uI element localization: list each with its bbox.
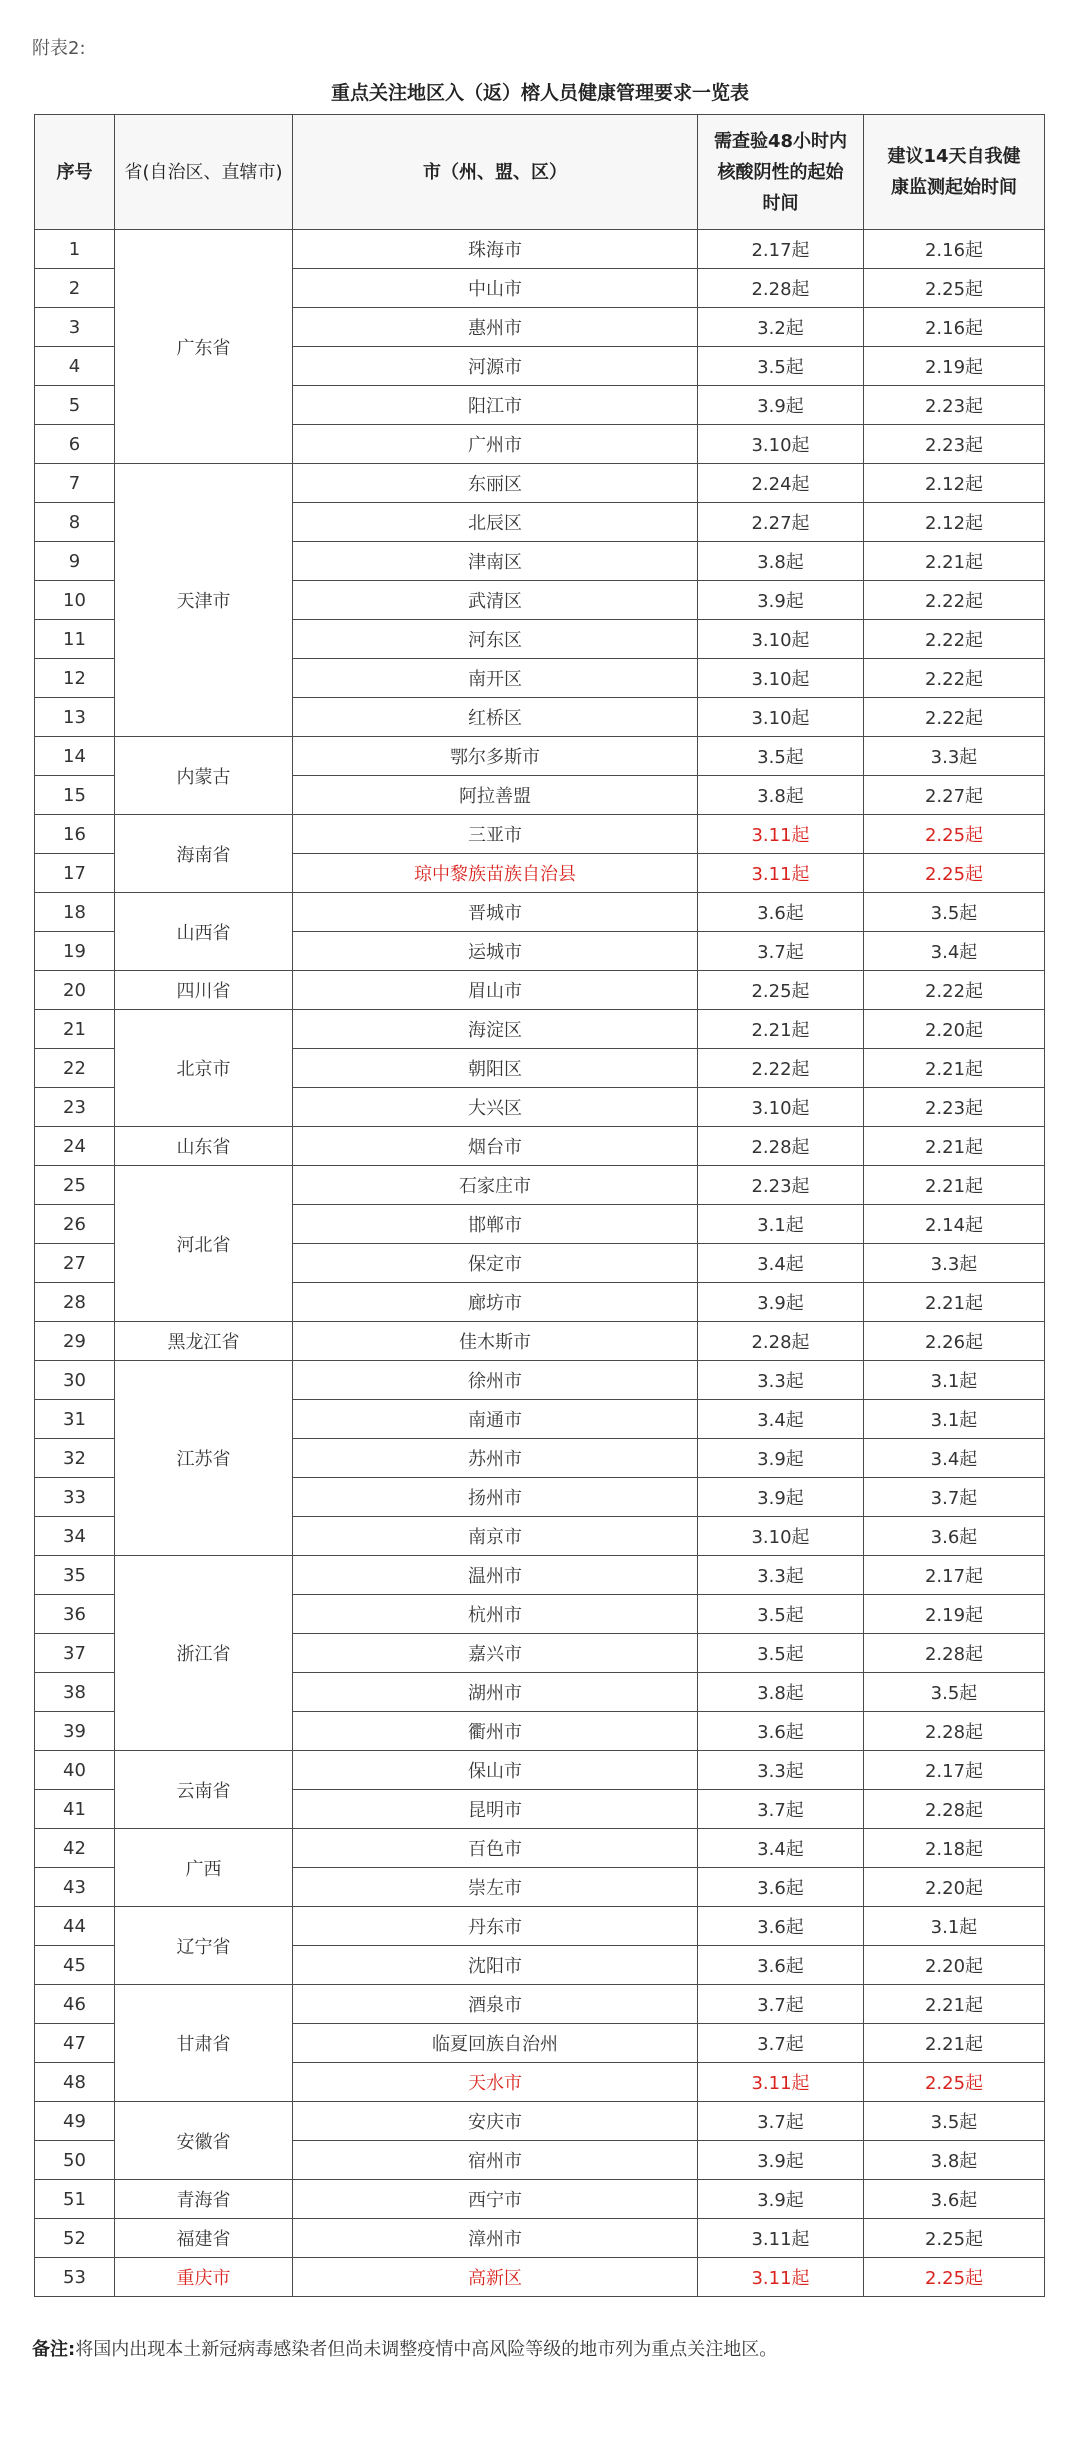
test-start-cell: 2.28起 xyxy=(698,1127,864,1166)
monitor-start-cell: 2.21起 xyxy=(864,1049,1045,1088)
footnote-text: 将国内出现本土新冠病毒感染者但尚未调整疫情中高风险等级的地市列为重点关注地区。 xyxy=(75,2339,778,2360)
monitor-start-cell: 2.22起 xyxy=(864,971,1045,1010)
test-start-cell: 2.27起 xyxy=(698,503,864,542)
row-number: 30 xyxy=(35,1361,115,1400)
test-start-cell: 3.8起 xyxy=(698,542,864,581)
city-cell: 东丽区 xyxy=(293,464,698,503)
test-start-cell: 3.4起 xyxy=(698,1244,864,1283)
row-number: 5 xyxy=(35,386,115,425)
table-row xyxy=(35,737,1045,776)
city-cell: 百色市 xyxy=(293,1829,698,1868)
test-start-cell: 3.6起 xyxy=(698,1868,864,1907)
city-cell: 广州市 xyxy=(293,425,698,464)
table-header-row xyxy=(35,115,1045,230)
monitor-start-cell: 2.25起 xyxy=(864,2258,1045,2297)
province-cell: 辽宁省 xyxy=(115,1907,293,1985)
city-cell: 保定市 xyxy=(293,1244,698,1283)
monitor-start-cell: 2.25起 xyxy=(864,269,1045,308)
city-cell: 沈阳市 xyxy=(293,1946,698,1985)
row-number: 3 xyxy=(35,308,115,347)
city-cell: 海淀区 xyxy=(293,1010,698,1049)
province-cell: 内蒙古 xyxy=(115,737,293,815)
appendix-caption: 附表2: xyxy=(32,38,86,59)
row-number: 1 xyxy=(35,230,115,269)
province-cell: 山东省 xyxy=(115,1127,293,1166)
monitor-start-cell: 2.25起 xyxy=(864,2063,1045,2102)
test-start-cell: 3.4起 xyxy=(698,1829,864,1868)
province-cell: 江苏省 xyxy=(115,1361,293,1556)
test-start-cell: 3.11起 xyxy=(698,2063,864,2102)
city-cell: 中山市 xyxy=(293,269,698,308)
table-row xyxy=(35,1361,1045,1400)
test-start-cell: 3.10起 xyxy=(698,1088,864,1127)
test-start-cell: 3.7起 xyxy=(698,932,864,971)
row-number: 27 xyxy=(35,1244,115,1283)
row-number: 10 xyxy=(35,581,115,620)
city-cell: 临夏回族自治州 xyxy=(293,2024,698,2063)
row-number: 21 xyxy=(35,1010,115,1049)
monitor-start-cell: 3.6起 xyxy=(864,1517,1045,1556)
test-start-cell: 3.11起 xyxy=(698,815,864,854)
province-cell: 北京市 xyxy=(115,1010,293,1127)
monitor-start-cell: 2.21起 xyxy=(864,1283,1045,1322)
test-start-cell: 3.7起 xyxy=(698,2102,864,2141)
table-row xyxy=(35,1985,1045,2024)
province-cell: 甘肃省 xyxy=(115,1985,293,2102)
city-cell: 昆明市 xyxy=(293,1790,698,1829)
monitor-start-cell: 2.19起 xyxy=(864,1595,1045,1634)
city-cell: 温州市 xyxy=(293,1556,698,1595)
row-number: 32 xyxy=(35,1439,115,1478)
province-cell: 广东省 xyxy=(115,230,293,464)
test-start-cell: 3.11起 xyxy=(698,854,864,893)
city-cell: 石家庄市 xyxy=(293,1166,698,1205)
table-title: 重点关注地区入（返）榕人员健康管理要求一览表 xyxy=(330,82,749,104)
header-province: 省(自治区、直辖市) xyxy=(115,115,293,230)
table-row xyxy=(35,2180,1045,2219)
city-cell: 河源市 xyxy=(293,347,698,386)
test-start-cell: 3.10起 xyxy=(698,425,864,464)
province-cell: 天津市 xyxy=(115,464,293,737)
monitor-start-cell: 2.14起 xyxy=(864,1205,1045,1244)
city-cell: 运城市 xyxy=(293,932,698,971)
header-monitor-start xyxy=(864,115,1045,230)
monitor-start-cell: 3.3起 xyxy=(864,737,1045,776)
row-number: 16 xyxy=(35,815,115,854)
city-cell: 武清区 xyxy=(293,581,698,620)
test-start-cell: 3.5起 xyxy=(698,737,864,776)
row-number: 14 xyxy=(35,737,115,776)
province-cell: 福建省 xyxy=(115,2219,293,2258)
table-row xyxy=(35,1322,1045,1361)
monitor-start-cell: 3.8起 xyxy=(864,2141,1045,2180)
row-number: 7 xyxy=(35,464,115,503)
province-cell: 海南省 xyxy=(115,815,293,893)
row-number: 44 xyxy=(35,1907,115,1946)
row-number: 26 xyxy=(35,1205,115,1244)
row-number: 49 xyxy=(35,2102,115,2141)
monitor-start-cell: 2.21起 xyxy=(864,1166,1045,1205)
test-start-cell: 3.8起 xyxy=(698,1673,864,1712)
city-cell: 杭州市 xyxy=(293,1595,698,1634)
test-start-cell: 3.1起 xyxy=(698,1205,864,1244)
test-start-cell: 3.5起 xyxy=(698,1634,864,1673)
city-cell: 崇左市 xyxy=(293,1868,698,1907)
row-number: 25 xyxy=(35,1166,115,1205)
monitor-start-cell: 2.23起 xyxy=(864,1088,1045,1127)
monitor-start-cell: 2.16起 xyxy=(864,230,1045,269)
test-start-cell: 2.24起 xyxy=(698,464,864,503)
province-cell: 山西省 xyxy=(115,893,293,971)
test-start-cell: 3.10起 xyxy=(698,1517,864,1556)
monitor-start-cell: 3.7起 xyxy=(864,1478,1045,1517)
table-row xyxy=(35,1829,1045,1868)
table-row xyxy=(35,1127,1045,1166)
city-cell: 廊坊市 xyxy=(293,1283,698,1322)
table-row xyxy=(35,1751,1045,1790)
row-number: 51 xyxy=(35,2180,115,2219)
header-test-line-3: 时间 xyxy=(762,192,799,214)
test-start-cell: 2.17起 xyxy=(698,230,864,269)
province-cell: 重庆市 xyxy=(115,2258,293,2297)
city-cell: 安庆市 xyxy=(293,2102,698,2141)
row-number: 23 xyxy=(35,1088,115,1127)
row-number: 31 xyxy=(35,1400,115,1439)
monitor-start-cell: 2.25起 xyxy=(864,2219,1045,2258)
test-start-cell: 3.10起 xyxy=(698,620,864,659)
city-cell: 高新区 xyxy=(293,2258,698,2297)
monitor-start-cell: 3.5起 xyxy=(864,1673,1045,1712)
city-cell: 北辰区 xyxy=(293,503,698,542)
province-cell: 云南省 xyxy=(115,1751,293,1829)
monitor-start-cell: 2.19起 xyxy=(864,347,1045,386)
row-number: 22 xyxy=(35,1049,115,1088)
city-cell: 阳江市 xyxy=(293,386,698,425)
row-number: 20 xyxy=(35,971,115,1010)
row-number: 4 xyxy=(35,347,115,386)
monitor-start-cell: 2.28起 xyxy=(864,1712,1045,1751)
row-number: 29 xyxy=(35,1322,115,1361)
test-start-cell: 3.6起 xyxy=(698,1946,864,1985)
monitor-start-cell: 3.1起 xyxy=(864,1400,1045,1439)
test-start-cell: 3.10起 xyxy=(698,698,864,737)
monitor-start-cell: 3.3起 xyxy=(864,1244,1045,1283)
city-cell: 西宁市 xyxy=(293,2180,698,2219)
row-number: 37 xyxy=(35,1634,115,1673)
row-number: 47 xyxy=(35,2024,115,2063)
row-number: 2 xyxy=(35,269,115,308)
monitor-start-cell: 3.5起 xyxy=(864,2102,1045,2141)
row-number: 45 xyxy=(35,1946,115,1985)
province-cell: 浙江省 xyxy=(115,1556,293,1751)
table-row xyxy=(35,971,1045,1010)
monitor-start-cell: 2.23起 xyxy=(864,425,1045,464)
row-number: 11 xyxy=(35,620,115,659)
row-number: 41 xyxy=(35,1790,115,1829)
monitor-start-cell: 2.28起 xyxy=(864,1634,1045,1673)
city-cell: 眉山市 xyxy=(293,971,698,1010)
monitor-start-cell: 2.25起 xyxy=(864,854,1045,893)
province-cell: 安徽省 xyxy=(115,2102,293,2180)
test-start-cell: 2.25起 xyxy=(698,971,864,1010)
row-number: 53 xyxy=(35,2258,115,2297)
city-cell: 惠州市 xyxy=(293,308,698,347)
test-start-cell: 3.9起 xyxy=(698,581,864,620)
row-number: 19 xyxy=(35,932,115,971)
row-number: 15 xyxy=(35,776,115,815)
city-cell: 湖州市 xyxy=(293,1673,698,1712)
test-start-cell: 3.10起 xyxy=(698,659,864,698)
city-cell: 南开区 xyxy=(293,659,698,698)
table-row xyxy=(35,1907,1045,1946)
monitor-start-cell: 2.12起 xyxy=(864,464,1045,503)
city-cell: 漳州市 xyxy=(293,2219,698,2258)
table-row xyxy=(35,2219,1045,2258)
test-start-cell: 3.9起 xyxy=(698,2180,864,2219)
city-cell: 衢州市 xyxy=(293,1712,698,1751)
row-number: 33 xyxy=(35,1478,115,1517)
row-number: 13 xyxy=(35,698,115,737)
city-cell: 烟台市 xyxy=(293,1127,698,1166)
city-cell: 阿拉善盟 xyxy=(293,776,698,815)
key-regions-table xyxy=(34,114,1045,2297)
row-number: 48 xyxy=(35,2063,115,2102)
city-cell: 大兴区 xyxy=(293,1088,698,1127)
monitor-start-cell: 3.4起 xyxy=(864,932,1045,971)
header-monitor-line-2: 康监测起始时间 xyxy=(891,177,1017,198)
table-row xyxy=(35,230,1045,269)
monitor-start-cell: 2.26起 xyxy=(864,1322,1045,1361)
row-number: 28 xyxy=(35,1283,115,1322)
province-cell: 河北省 xyxy=(115,1166,293,1322)
test-start-cell: 3.9起 xyxy=(698,1439,864,1478)
monitor-start-cell: 3.4起 xyxy=(864,1439,1045,1478)
province-cell: 青海省 xyxy=(115,2180,293,2219)
test-start-cell: 3.3起 xyxy=(698,1751,864,1790)
test-start-cell: 3.8起 xyxy=(698,776,864,815)
test-start-cell: 3.9起 xyxy=(698,2141,864,2180)
monitor-start-cell: 2.23起 xyxy=(864,386,1045,425)
row-number: 35 xyxy=(35,1556,115,1595)
city-cell: 酒泉市 xyxy=(293,1985,698,2024)
row-number: 39 xyxy=(35,1712,115,1751)
header-test-line-1: 需查验48小时内 xyxy=(713,130,848,152)
header-monitor-line-1: 建议14天自我健 xyxy=(887,146,1021,167)
test-start-cell: 3.6起 xyxy=(698,1712,864,1751)
monitor-start-cell: 2.25起 xyxy=(864,815,1045,854)
test-start-cell: 2.21起 xyxy=(698,1010,864,1049)
test-start-cell: 3.7起 xyxy=(698,1985,864,2024)
row-number: 18 xyxy=(35,893,115,932)
monitor-start-cell: 2.21起 xyxy=(864,2024,1045,2063)
city-cell: 津南区 xyxy=(293,542,698,581)
monitor-start-cell: 3.6起 xyxy=(864,2180,1045,2219)
city-cell: 朝阳区 xyxy=(293,1049,698,1088)
row-number: 36 xyxy=(35,1595,115,1634)
monitor-start-cell: 2.22起 xyxy=(864,581,1045,620)
monitor-start-cell: 2.17起 xyxy=(864,1751,1045,1790)
monitor-start-cell: 2.17起 xyxy=(864,1556,1045,1595)
city-cell: 南京市 xyxy=(293,1517,698,1556)
city-cell: 邯郸市 xyxy=(293,1205,698,1244)
monitor-start-cell: 2.22起 xyxy=(864,659,1045,698)
city-cell: 天水市 xyxy=(293,2063,698,2102)
footnote xyxy=(32,2335,777,2361)
table-row xyxy=(35,2258,1045,2297)
monitor-start-cell: 2.22起 xyxy=(864,698,1045,737)
test-start-cell: 3.7起 xyxy=(698,2024,864,2063)
test-start-cell: 3.9起 xyxy=(698,1283,864,1322)
row-number: 9 xyxy=(35,542,115,581)
header-test-line-2: 核酸阴性的起始 xyxy=(717,161,844,183)
province-cell: 广西 xyxy=(115,1829,293,1907)
row-number: 42 xyxy=(35,1829,115,1868)
province-cell: 四川省 xyxy=(115,971,293,1010)
test-start-cell: 3.5起 xyxy=(698,347,864,386)
monitor-start-cell: 2.28起 xyxy=(864,1790,1045,1829)
header-no: 序号 xyxy=(35,115,115,230)
test-start-cell: 3.9起 xyxy=(698,386,864,425)
test-start-cell: 3.3起 xyxy=(698,1361,864,1400)
monitor-start-cell: 2.27起 xyxy=(864,776,1045,815)
city-cell: 红桥区 xyxy=(293,698,698,737)
city-cell: 鄂尔多斯市 xyxy=(293,737,698,776)
test-start-cell: 3.7起 xyxy=(698,1790,864,1829)
row-number: 40 xyxy=(35,1751,115,1790)
monitor-start-cell: 2.20起 xyxy=(864,1010,1045,1049)
table-row xyxy=(35,1010,1045,1049)
city-cell: 保山市 xyxy=(293,1751,698,1790)
monitor-start-cell: 3.5起 xyxy=(864,893,1045,932)
header-city: 市（州、盟、区） xyxy=(293,115,698,230)
table-row xyxy=(35,815,1045,854)
city-cell: 丹东市 xyxy=(293,1907,698,1946)
test-start-cell: 3.4起 xyxy=(698,1400,864,1439)
test-start-cell: 3.11起 xyxy=(698,2258,864,2297)
test-start-cell: 3.6起 xyxy=(698,1907,864,1946)
table-row xyxy=(35,2102,1045,2141)
monitor-start-cell: 2.21起 xyxy=(864,1985,1045,2024)
city-cell: 嘉兴市 xyxy=(293,1634,698,1673)
monitor-start-cell: 2.18起 xyxy=(864,1829,1045,1868)
city-cell: 河东区 xyxy=(293,620,698,659)
row-number: 46 xyxy=(35,1985,115,2024)
city-cell: 南通市 xyxy=(293,1400,698,1439)
city-cell: 苏州市 xyxy=(293,1439,698,1478)
city-cell: 宿州市 xyxy=(293,2141,698,2180)
city-cell: 晋城市 xyxy=(293,893,698,932)
city-cell: 佳木斯市 xyxy=(293,1322,698,1361)
test-start-cell: 2.28起 xyxy=(698,269,864,308)
monitor-start-cell: 2.12起 xyxy=(864,503,1045,542)
test-start-cell: 3.9起 xyxy=(698,1478,864,1517)
row-number: 38 xyxy=(35,1673,115,1712)
city-cell: 三亚市 xyxy=(293,815,698,854)
monitor-start-cell: 2.21起 xyxy=(864,542,1045,581)
city-cell: 徐州市 xyxy=(293,1361,698,1400)
row-number: 24 xyxy=(35,1127,115,1166)
footnote-label: 备注: xyxy=(32,2339,76,2360)
city-cell: 扬州市 xyxy=(293,1478,698,1517)
header-test-start xyxy=(698,115,864,230)
test-start-cell: 2.28起 xyxy=(698,1322,864,1361)
table-row xyxy=(35,1556,1045,1595)
test-start-cell: 3.5起 xyxy=(698,1595,864,1634)
row-number: 34 xyxy=(35,1517,115,1556)
city-cell: 珠海市 xyxy=(293,230,698,269)
row-number: 17 xyxy=(35,854,115,893)
table-body xyxy=(35,230,1045,2297)
monitor-start-cell: 2.22起 xyxy=(864,620,1045,659)
city-cell: 琼中黎族苗族自治县 xyxy=(293,854,698,893)
row-number: 8 xyxy=(35,503,115,542)
table-row xyxy=(35,464,1045,503)
row-number: 52 xyxy=(35,2219,115,2258)
monitor-start-cell: 2.21起 xyxy=(864,1127,1045,1166)
row-number: 50 xyxy=(35,2141,115,2180)
row-number: 43 xyxy=(35,1868,115,1907)
monitor-start-cell: 2.20起 xyxy=(864,1868,1045,1907)
test-start-cell: 3.6起 xyxy=(698,893,864,932)
monitor-start-cell: 2.16起 xyxy=(864,308,1045,347)
table-row xyxy=(35,893,1045,932)
test-start-cell: 3.11起 xyxy=(698,2219,864,2258)
monitor-start-cell: 3.1起 xyxy=(864,1361,1045,1400)
monitor-start-cell: 2.20起 xyxy=(864,1946,1045,1985)
table-row xyxy=(35,1166,1045,1205)
province-cell: 黑龙江省 xyxy=(115,1322,293,1361)
row-number: 12 xyxy=(35,659,115,698)
test-start-cell: 3.3起 xyxy=(698,1556,864,1595)
monitor-start-cell: 3.1起 xyxy=(864,1907,1045,1946)
row-number: 6 xyxy=(35,425,115,464)
test-start-cell: 3.2起 xyxy=(698,308,864,347)
test-start-cell: 2.23起 xyxy=(698,1166,864,1205)
test-start-cell: 2.22起 xyxy=(698,1049,864,1088)
